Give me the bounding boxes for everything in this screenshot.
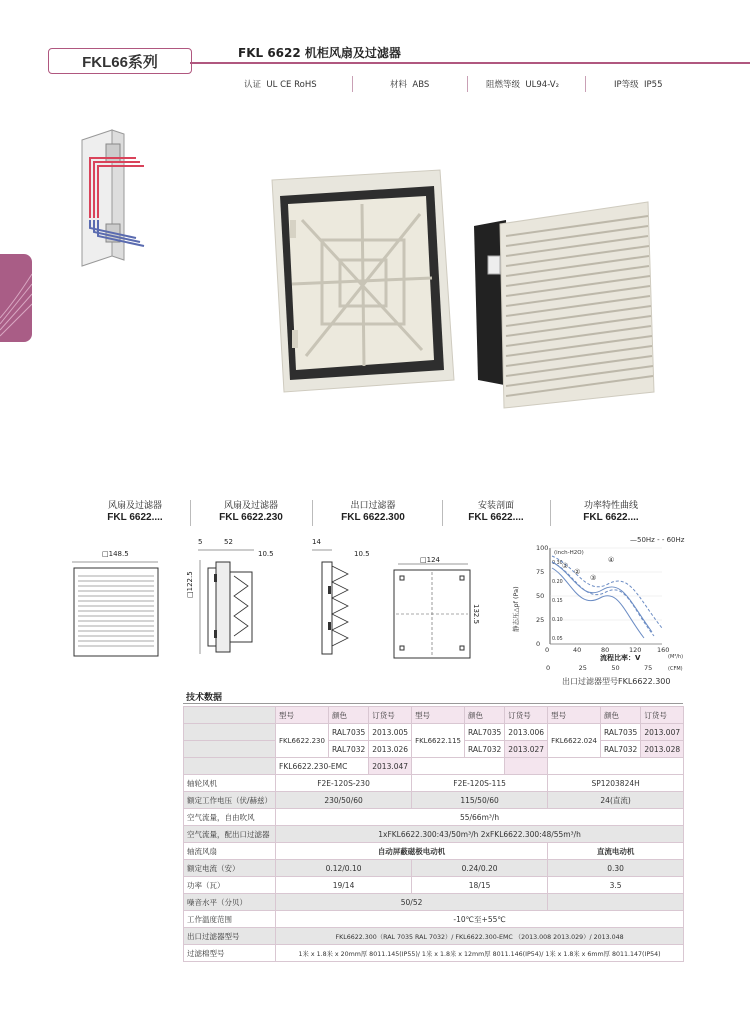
tech-data-table: 型号 颜色 订货号 型号 颜色 订货号 型号 颜色 订货号 FKL6622.230 RAL7035 2013.005 FKL6622.115 RAL7035 2013.006 FKL6622.024 RAL7035 2013.007 RAL7032 2013.026 RAL7032 2013.027 RAL7032 2013.028 FKL6622.230-EMC 2013.047 轴轮风机 F2E-120S-230 F2E-120S-115 SP1203824H 额定工作电压（伏/赫兹） 230/50/60 115/50/60 24(直流) 空气流量，自由吹风 55/66m³/h 空气流量，配出口过滤器 1xFKL6622.300:43/50m³/h 2xFKL6622.300:48/55m³/h 轴流风扇 自动屏蔽磁极电动机 直流电动机 额定电流（安） 0.12/0.10 0.24/0.20 0.30 功率（瓦） 19/14 18/15 3.5 噪音水平（分贝） 50/52 工作温度范围 -10℃至+55℃ 出口过滤器型号 FKL6622.300（RAL 7035 RAL 7032）/ FKL6622.300-EMC （2013.008 2013.029）/ 2013.048 过滤棉型号 1米 x 1.8米 x 20mm厚 8011.145(IP55)/ 1米 x 1.8米 x 12mm厚 8011.146(IP54)/ 1米 x 1.8米 x 6mm厚 8011.147(IP54) bbox=[183, 706, 684, 962]
y-tick-label: 100 bbox=[536, 544, 549, 552]
y-axis-label: 静态压△pf (Pa) bbox=[512, 586, 520, 632]
spec-flame: 阻燃等级 UL94-V₂ bbox=[486, 80, 559, 90]
x-bottom-tick-label: 75 bbox=[644, 664, 653, 672]
curve-marker: ② bbox=[574, 568, 581, 576]
dim-cutout-width: □124 bbox=[420, 556, 440, 564]
model-230: FKL6622.230 bbox=[276, 724, 329, 758]
y-right-tick-label: 0.10 bbox=[552, 618, 563, 623]
caption-divider bbox=[550, 500, 551, 526]
spec-divider bbox=[352, 76, 353, 92]
dim-label-10-5: 10.5 bbox=[258, 550, 274, 558]
front-view-drawing bbox=[70, 560, 170, 660]
fan-filter-product-image bbox=[262, 160, 462, 400]
spec-row: 工作温度范围 -10℃至+55℃ bbox=[184, 911, 684, 928]
dim-width-label: □148.5 bbox=[102, 550, 129, 558]
spec-row: 过滤棉型号 1米 x 1.8米 x 20mm厚 8011.145(IP55)/ 1米 x 1.8米 x 12mm厚 8011.146(IP54)/ 1米 x 1.8米 x 6mm厚 8011.147(IP54) bbox=[184, 945, 684, 962]
spec-divider bbox=[467, 76, 468, 92]
model-115: FKL6622.115 bbox=[412, 724, 465, 758]
dim-label-14: 14 bbox=[312, 538, 321, 546]
x-tick-label: 40 bbox=[573, 646, 582, 654]
y-tick-label: 75 bbox=[536, 568, 545, 576]
caption-divider bbox=[442, 500, 443, 526]
spec-row-label: 噪音水平（分贝） bbox=[184, 894, 276, 911]
y-tick-label: 0 bbox=[536, 640, 541, 648]
dim-label-5: 5 bbox=[198, 538, 203, 546]
x-bottom-tick-label: 50 bbox=[611, 664, 620, 672]
spec-row-label: 空气流量，配出口过滤器 bbox=[184, 826, 276, 843]
section-title-tech-data: 技术数据 bbox=[186, 693, 223, 703]
x-tick-label: 0 bbox=[545, 646, 550, 654]
spec-divider bbox=[585, 76, 586, 92]
dim-height-label: □122.5 bbox=[186, 571, 194, 598]
spec-row: 额定工作电压（伏/赫兹） 230/50/60 115/50/60 24(直流) bbox=[184, 792, 684, 809]
model-230-emc: FKL6622.230-EMC bbox=[276, 758, 369, 775]
caption-fan-filter: 风扇及过滤器 FKL 6622.... bbox=[107, 501, 163, 523]
x-tick-label: 80 bbox=[601, 646, 610, 654]
dim-cutout-height: 132.5 bbox=[472, 604, 480, 625]
spec-row: 噪音水平（分贝） 50/52 bbox=[184, 894, 684, 911]
y-right-unit: (inch-H2O) bbox=[554, 550, 584, 556]
spec-row-label: 过滤棉型号 bbox=[184, 945, 276, 962]
chart-footnote: 出口过滤器型号FKL6622.300 bbox=[562, 677, 671, 686]
y-tick-label: 50 bbox=[536, 592, 545, 600]
x-tick-label: 120 bbox=[629, 646, 642, 654]
caption-divider bbox=[312, 500, 313, 526]
y-right-tick-label: 0.05 bbox=[552, 637, 563, 642]
cabinet-airflow-illustration bbox=[76, 128, 162, 268]
y-right-tick-label: 0.15 bbox=[552, 599, 563, 604]
y-right-tick-label: 0.30 bbox=[552, 561, 563, 566]
dim-label-10-5b: 10.5 bbox=[354, 550, 370, 558]
caption-fan-filter-230: 风扇及过滤器 FKL 6622.230 bbox=[219, 501, 283, 523]
series-label: FKL66系列 bbox=[48, 48, 192, 74]
caption-divider bbox=[190, 500, 191, 526]
spec-row: 空气流量，配出口过滤器 1xFKL6622.300:43/50m³/h 2xFKL6622.300:48/55m³/h bbox=[184, 826, 684, 843]
spec-row: 出口过滤器型号 FKL6622.300（RAL 7035 RAL 7032）/ FKL6622.300-EMC （2013.008 2013.029）/ 2013.048 bbox=[184, 928, 684, 945]
spec-row-label: 工作温度范围 bbox=[184, 911, 276, 928]
caption-outlet-filter: 出口过滤器 FKL 6622.300 bbox=[341, 501, 405, 523]
spec-row: 轴轮风机 F2E-120S-230 F2E-120S-115 SP1203824H bbox=[184, 775, 684, 792]
curve-50hz bbox=[552, 568, 644, 638]
x-top-unit: (M³/h) bbox=[668, 654, 684, 660]
caption-install-section: 安装剖面 FKL 6622.... bbox=[468, 501, 524, 523]
spec-row-label: 额定电流（安） bbox=[184, 860, 276, 877]
side-section-230-drawing bbox=[194, 546, 274, 662]
spec-row-label: 功率（瓦） bbox=[184, 877, 276, 894]
x-bottom-tick-label: 0 bbox=[546, 664, 551, 672]
spec-row-label: 出口过滤器型号 bbox=[184, 928, 276, 945]
outlet-side-drawing bbox=[308, 546, 368, 662]
y-right-tick-label: 0.20 bbox=[552, 580, 563, 585]
curve-marker: ① bbox=[562, 562, 569, 570]
page-title: FKL 6622 机柜风扇及过滤器 bbox=[238, 46, 401, 60]
spec-cert: 认证 UL CE RoHS bbox=[244, 80, 317, 90]
chart-legend: —50Hz - - 60Hz bbox=[630, 536, 685, 544]
x-bottom-tick-label: 25 bbox=[578, 664, 587, 672]
caption-power-curve: 功率特性曲线 FKL 6622.... bbox=[583, 501, 639, 523]
outlet-filter-product-image bbox=[470, 196, 660, 412]
y-tick-label: 25 bbox=[536, 616, 545, 624]
spec-row-label: 额定工作电压（伏/赫兹） bbox=[184, 792, 276, 809]
spec-ip: IP等级 IP55 bbox=[614, 80, 663, 90]
x-axis-label: 流程比率：V bbox=[600, 654, 641, 662]
curve-marker: ④ bbox=[608, 556, 615, 564]
spec-row: 额定电流（安） 0.12/0.10 0.24/0.20 0.30 bbox=[184, 860, 684, 877]
model-024: FKL6622.024 bbox=[548, 724, 601, 758]
spec-material: 材料 ABS bbox=[390, 80, 430, 90]
spec-row-label: 空气流量，自由吹风 bbox=[184, 809, 276, 826]
header-rule bbox=[190, 62, 750, 64]
curve-60hz bbox=[552, 562, 654, 636]
cutout-drawing bbox=[388, 562, 484, 662]
power-curve-chart bbox=[512, 532, 692, 688]
spec-row-label: 轴轮风机 bbox=[184, 775, 276, 792]
section-rule bbox=[183, 703, 683, 704]
x-tick-label: 160 bbox=[657, 646, 670, 654]
side-tab-decoration bbox=[0, 254, 32, 342]
dim-label-52: 52 bbox=[224, 538, 233, 546]
x-bottom-unit: (CFM) bbox=[668, 666, 683, 672]
spec-row-label: 轴流风扇 bbox=[184, 843, 276, 860]
spec-row: 功率（瓦） 19/14 18/15 3.5 bbox=[184, 877, 684, 894]
curve-marker: ③ bbox=[590, 574, 597, 582]
spec-row: 空气流量，自由吹风 55/66m³/h bbox=[184, 809, 684, 826]
spec-row: 轴流风扇 自动屏蔽磁极电动机 直流电动机 bbox=[184, 843, 684, 860]
